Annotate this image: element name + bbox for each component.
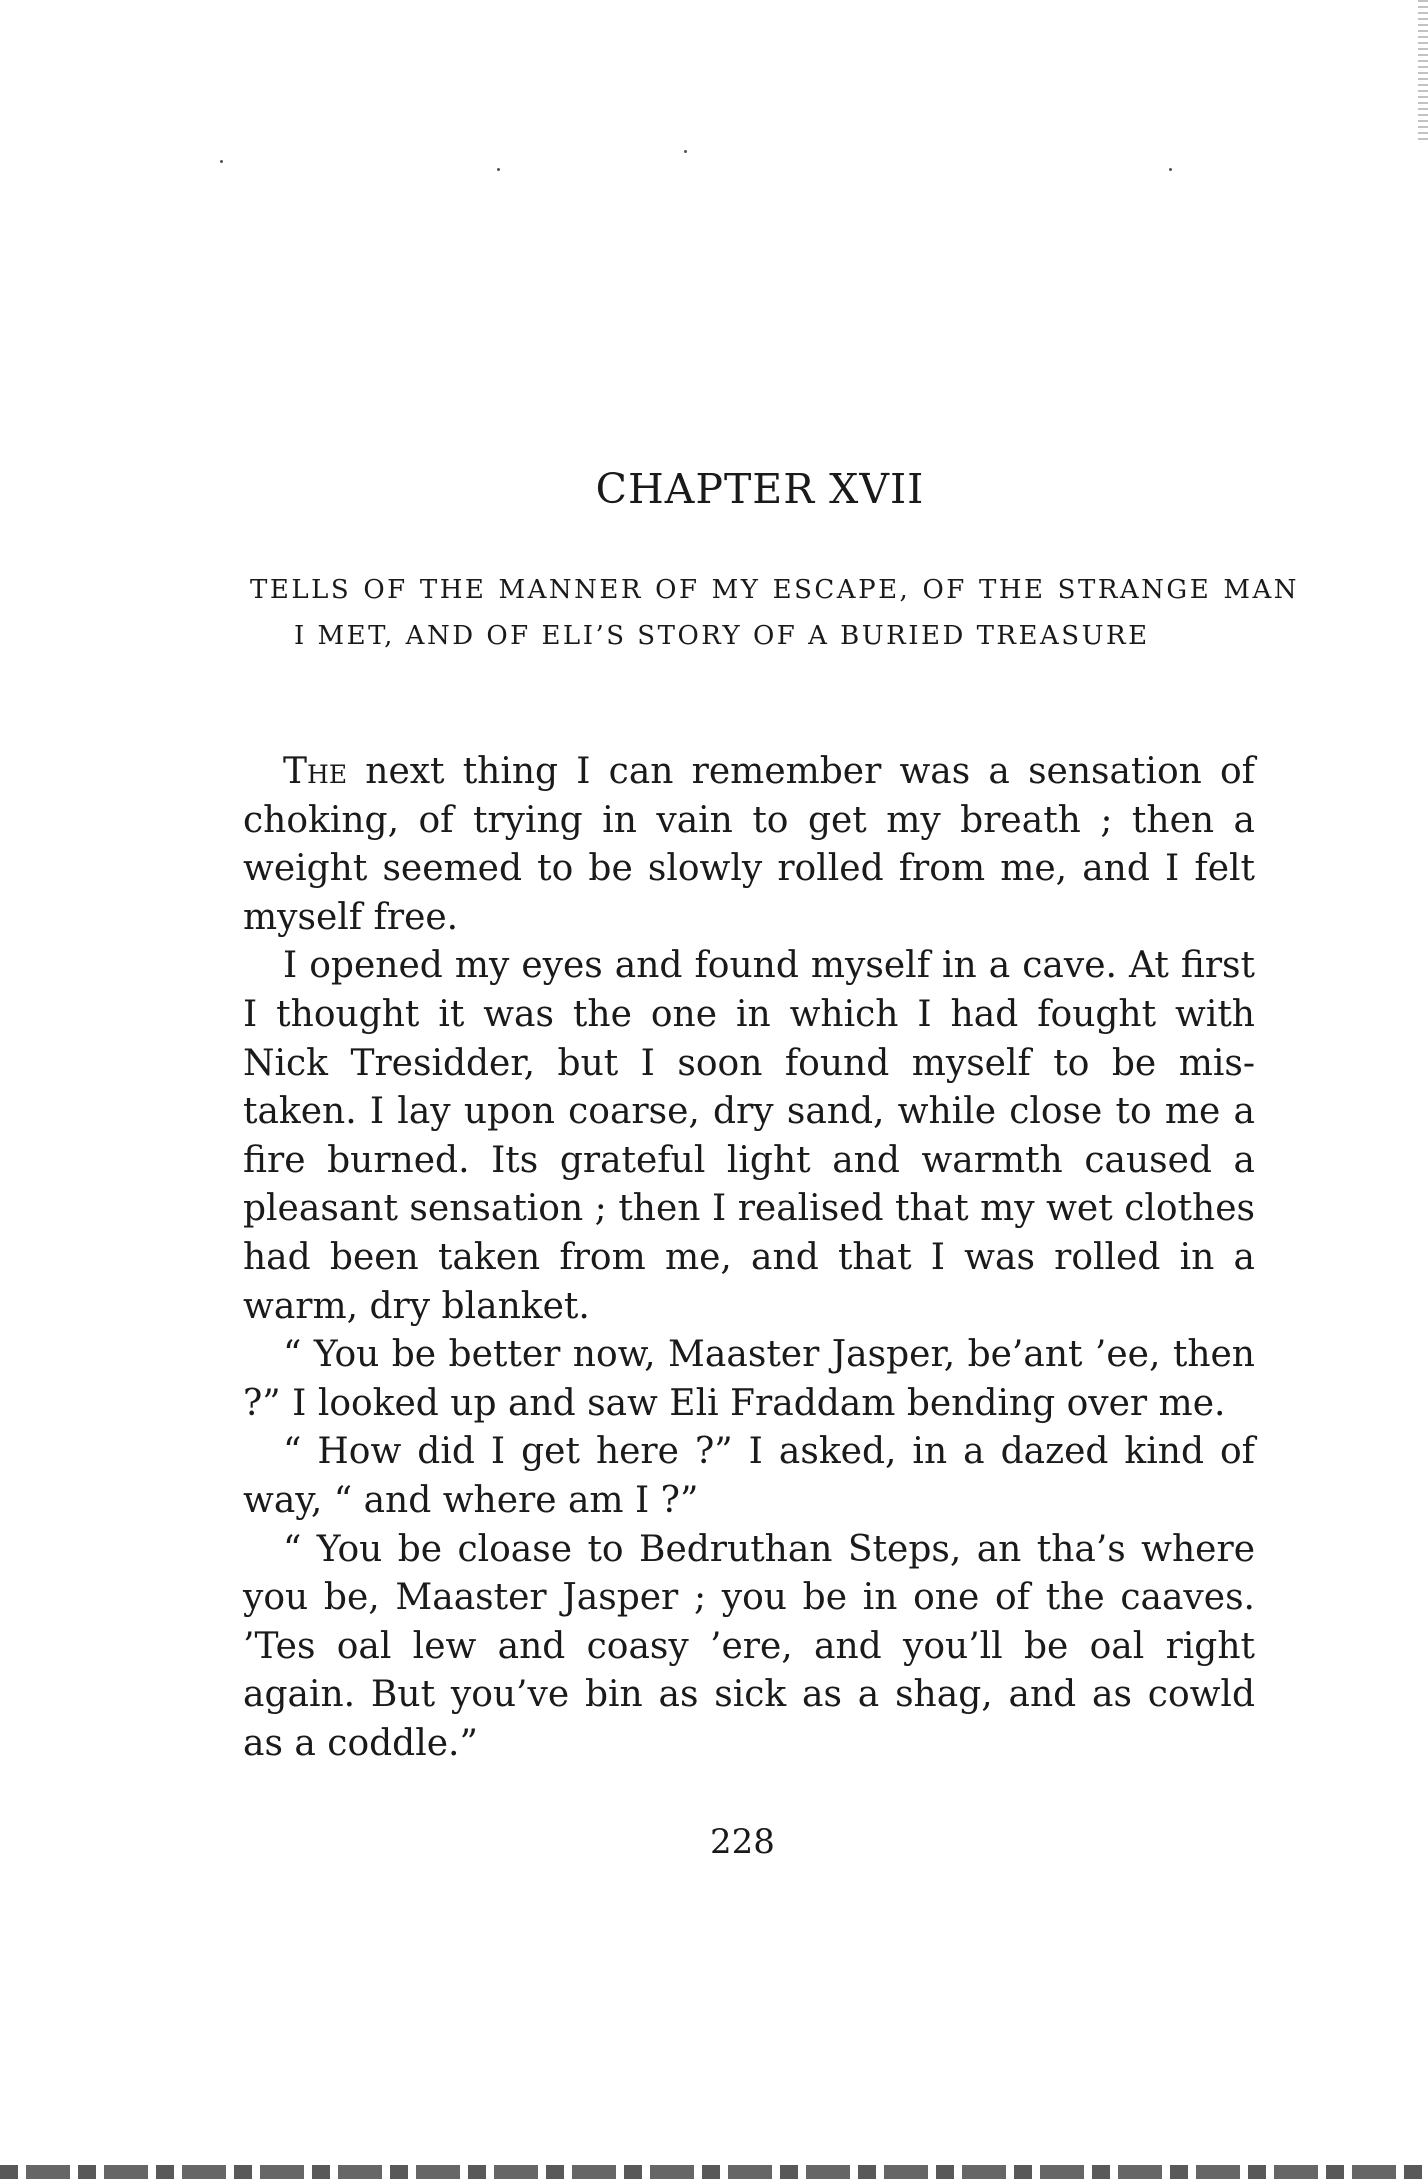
chapter-summary: TELLS OF THE MANNER OF MY ESCAPE, OF THE STRANGE MAN I MET, AND OF ELI’S STORY OF A BURIED TREASURE: [250, 575, 1299, 651]
chapter-body: [243, 748, 1255, 1768]
paragraph-text: next thing I can remember was a sensation of choking, of trying in vain to get my breath ; then a weight seemed to be slowly rolled from me, and I felt myself free.: [243, 751, 1255, 938]
page-number: 228: [710, 1822, 775, 1862]
paper-speck: [1169, 168, 1172, 171]
paragraph-text: “ How did I get here ?” I asked, in a dazed kind of way, “ and where am I ?”: [243, 1431, 1255, 1521]
paper-speck: [684, 150, 687, 153]
paragraph: [243, 942, 1255, 1331]
paragraph-text: “ You be cloase to Bedruthan Steps, an tha’s where you be, Maaster Jasper ; you be in one of the caaves. ’Tes oal lew and coasy ’ere, and you’ll be oal right again. But you’ve bin as sick as a shag, and as cowld as a coddle.”: [243, 1528, 1255, 1764]
paragraph: [243, 1526, 1255, 1769]
chapter-title: CHAPTER XVII: [595, 465, 925, 513]
paragraph: [243, 1428, 1255, 1525]
paper-speck: [497, 168, 500, 171]
paragraph: [243, 1331, 1255, 1428]
page-edge-shadow: [1418, 0, 1428, 140]
paragraph-text: I opened my eyes and found myself in a cave. At first I thought it was the one in which I had fought with Nick Tresidder, but I soon found myself to be mistaken. I lay upon coarse, dry sand, while close to me a fire burned. Its grateful light and warmth caused a pleasant sensation ; then I realised that my wet clothes had been taken from me, and that I was rolled in a warm, dry blanket.: [243, 945, 1255, 1327]
paragraph-lead-word: The: [283, 751, 348, 792]
paragraph: [243, 748, 1255, 942]
paragraph-text: “ You be better now, Maaster Jasper, be’ant ’ee, then ?” I looked up and saw Eli Fraddam bending over me.: [243, 1334, 1255, 1424]
paper-speck: [220, 160, 223, 163]
bottom-edge-artifact: [0, 2165, 1428, 2179]
